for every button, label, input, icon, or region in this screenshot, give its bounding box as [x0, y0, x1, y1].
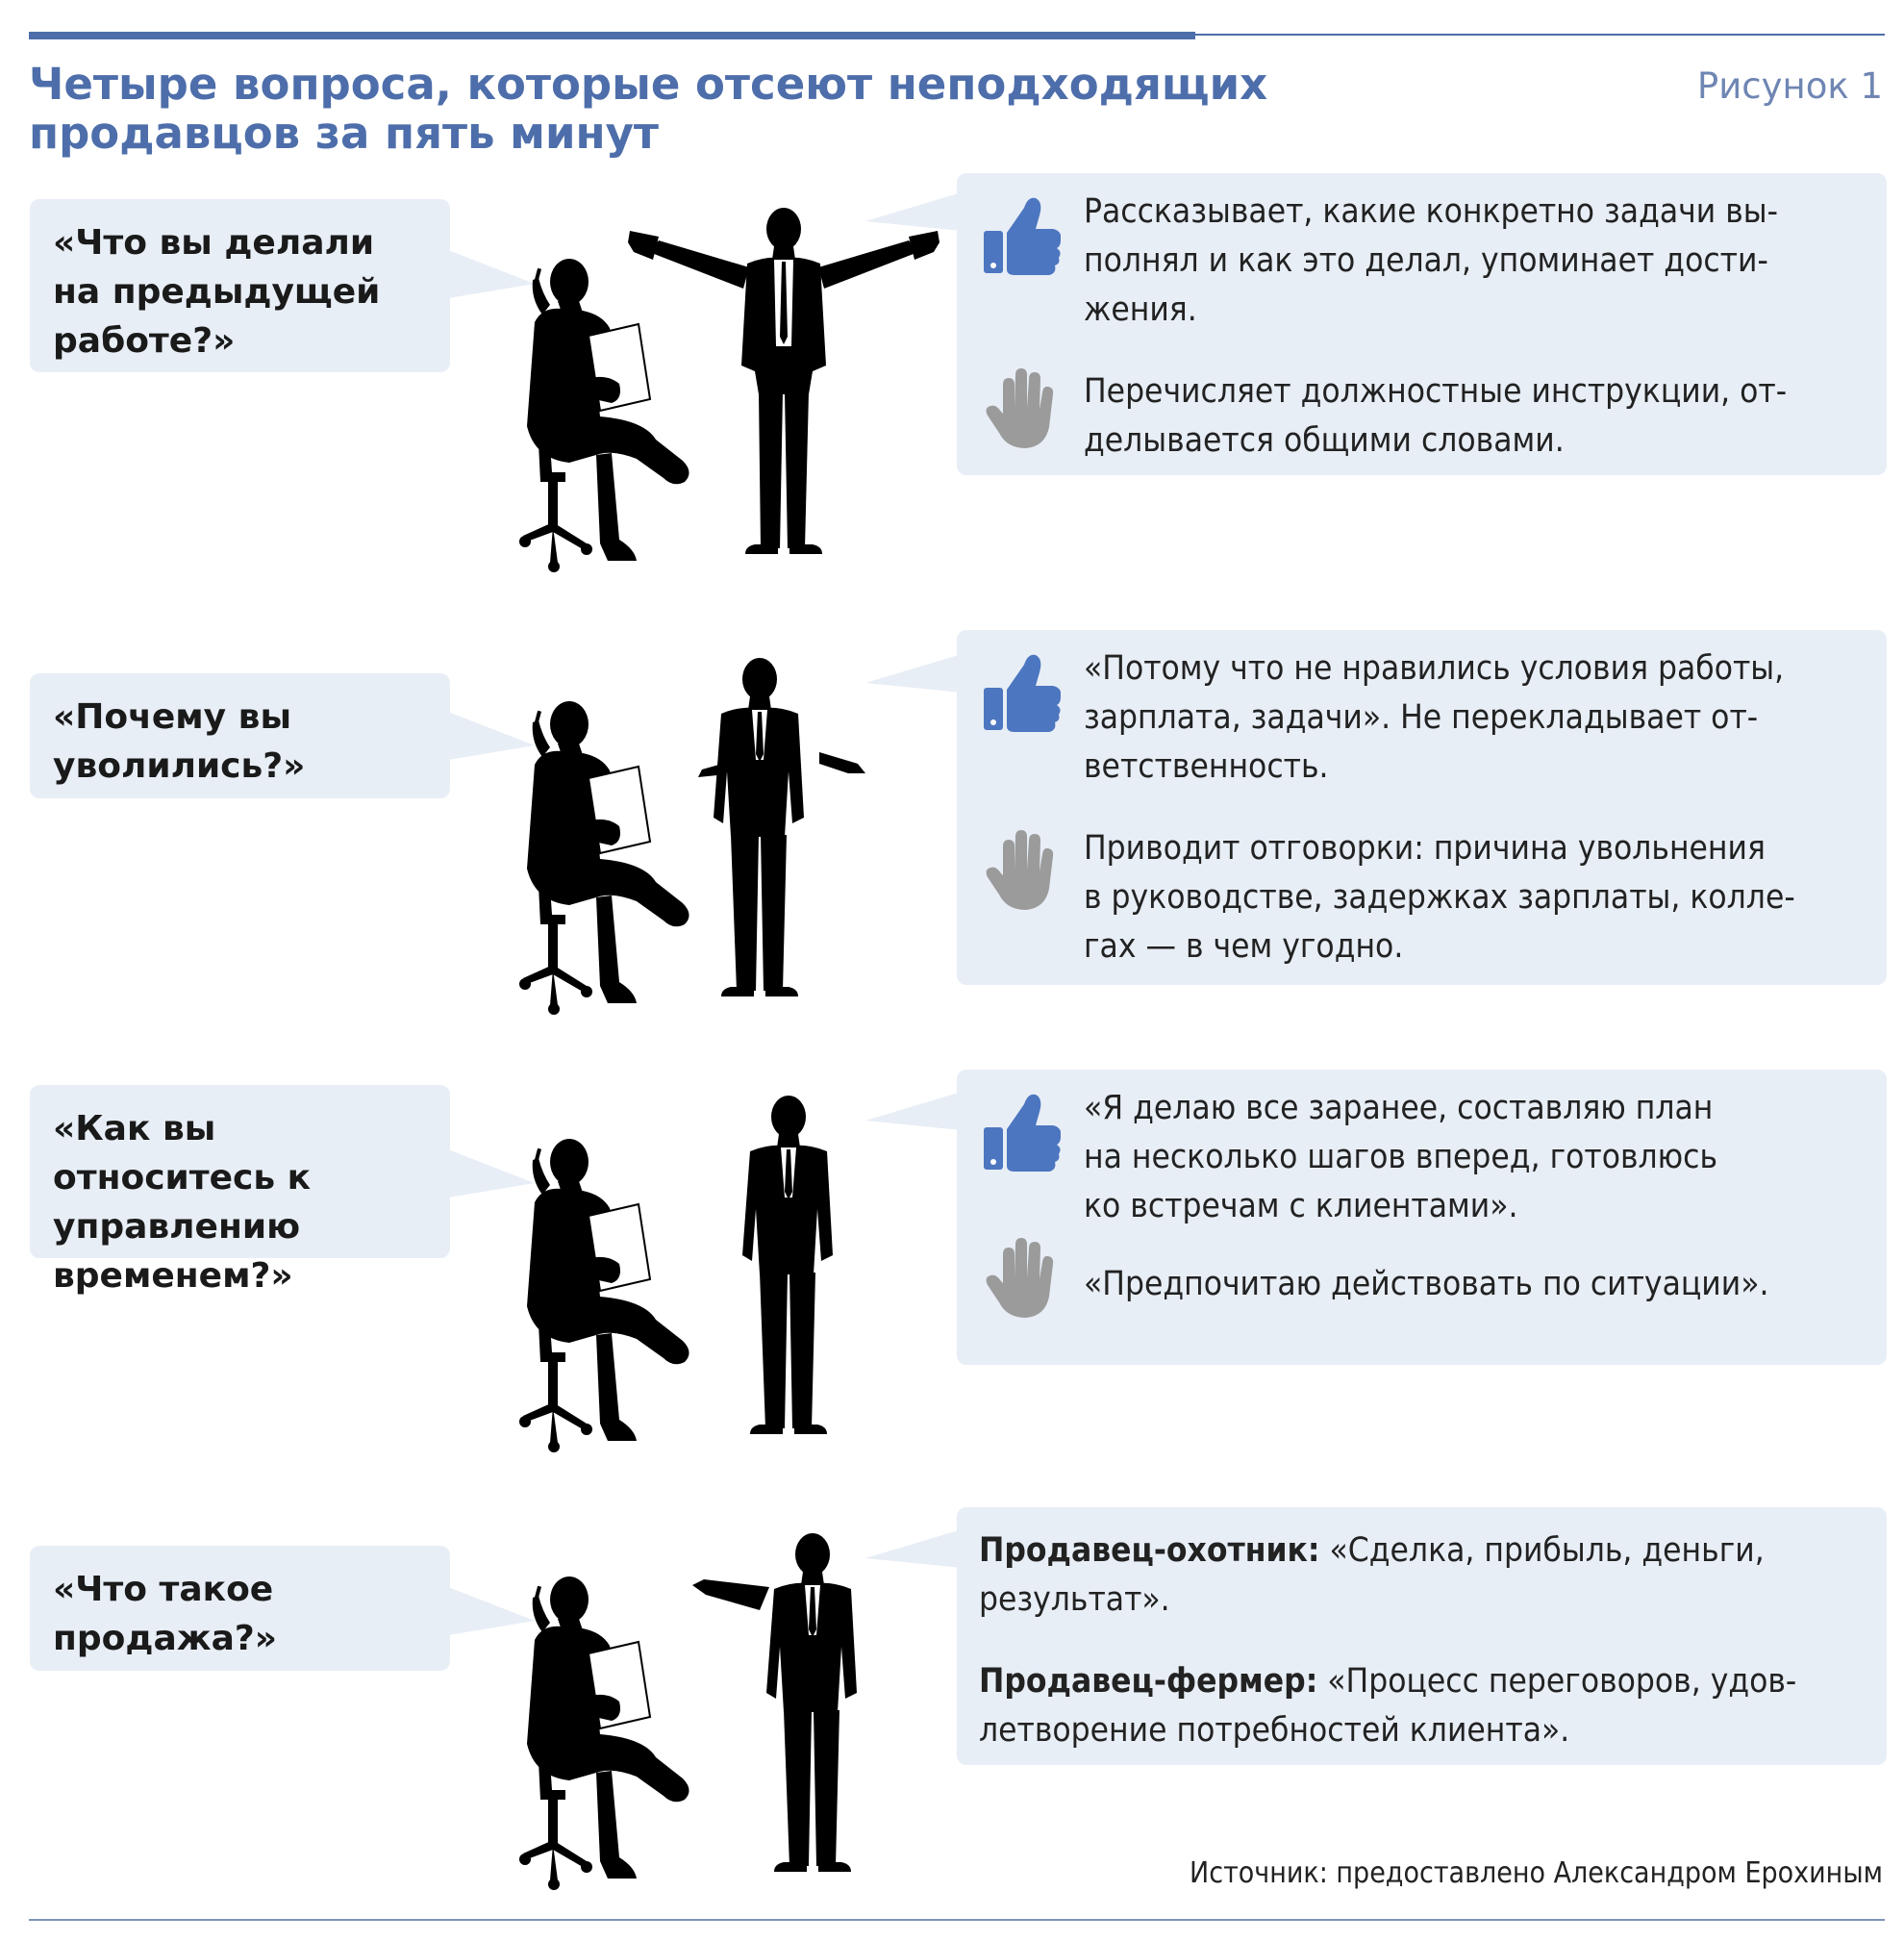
- page-title: Четыре вопроса, которые отсеют неподходящих продавцов за пять минут: [29, 59, 1268, 159]
- thumbs-up-icon: [984, 651, 1061, 738]
- thumbs-up-icon: [984, 1091, 1061, 1177]
- farmer-text: «Процесс переговоров, удов- летворение потребностей клиента».: [979, 1662, 1797, 1750]
- question-bubble: «Что такое продажа?»: [30, 1546, 450, 1671]
- answer-panel: [957, 173, 1887, 475]
- seated-interviewer-silhouette: [519, 1135, 712, 1452]
- speech-bubble-tail: [865, 192, 962, 231]
- candidate-right-hand: [819, 752, 865, 775]
- farmer-label: Продавец-фермер:: [979, 1662, 1318, 1701]
- source-note: Источник: предоставлено Александром Ерохиным: [1190, 1856, 1883, 1890]
- candidate-silhouette: [692, 644, 827, 1010]
- stop-hand-icon: [984, 1235, 1061, 1322]
- speech-bubble-tail: [865, 1529, 962, 1568]
- seated-interviewer-silhouette: [519, 1573, 712, 1890]
- good-answer-text: Рассказывает, какие конкретно задачи вы- полнял и как это делал, упоминает дости- жения.: [1084, 192, 1778, 329]
- candidate-silhouette: [721, 1082, 856, 1448]
- speech-bubble-tail: [865, 654, 962, 693]
- question-bubble: «Почему вы уволились?»: [30, 673, 450, 798]
- bad-answer-text: «Предпочитаю действовать по ситуации».: [1084, 1265, 1769, 1303]
- thumbs-up-icon: [984, 194, 1061, 281]
- top-rule-accent: [29, 32, 1195, 39]
- good-answer-text: «Потому что не нравились условия работы, зарплата, задачи». Не перекладывает от- ветственность.: [1084, 649, 1785, 786]
- answer-panel: [957, 1070, 1887, 1365]
- hunter-answer: [979, 1526, 1869, 1625]
- stop-hand-icon: [984, 827, 1061, 914]
- stop-hand-icon: [984, 366, 1061, 452]
- farmer-answer: [979, 1657, 1869, 1755]
- good-answer-text: «Я делаю все заранее, составляю план на несколько шагов вперед, готовлюсь ко встречам с клиентами».: [1084, 1089, 1718, 1225]
- bad-answer-text: Приводит отговорки: причина увольнения в руководстве, задержках зарплаты, колле- гах — в чем угодно.: [1084, 829, 1795, 966]
- question-bubble: «Что вы делали на предыдущей работе?»: [30, 199, 450, 372]
- candidate-gesturing-hand: [692, 1577, 769, 1616]
- figure-label: Рисунок 1: [1696, 65, 1883, 107]
- candidate-silhouette: [620, 202, 947, 558]
- bad-answer-text: Перечисляет должностные инструкции, от- делывается общими словами.: [1084, 372, 1788, 460]
- hunter-text: «Сделка, прибыль, деньги, результат».: [979, 1531, 1765, 1619]
- answer-panel: [957, 1507, 1887, 1765]
- bottom-rule: [29, 1919, 1885, 1921]
- candidate-silhouette: [745, 1520, 880, 1885]
- hunter-label: Продавец-охотник:: [979, 1531, 1320, 1570]
- speech-bubble-tail: [865, 1092, 962, 1130]
- answer-panel: [957, 630, 1887, 985]
- question-bubble: «Как вы относитесь к управлению временем?»: [30, 1085, 450, 1258]
- candidate-left-hand: [698, 758, 742, 777]
- seated-interviewer-silhouette: [519, 697, 712, 1015]
